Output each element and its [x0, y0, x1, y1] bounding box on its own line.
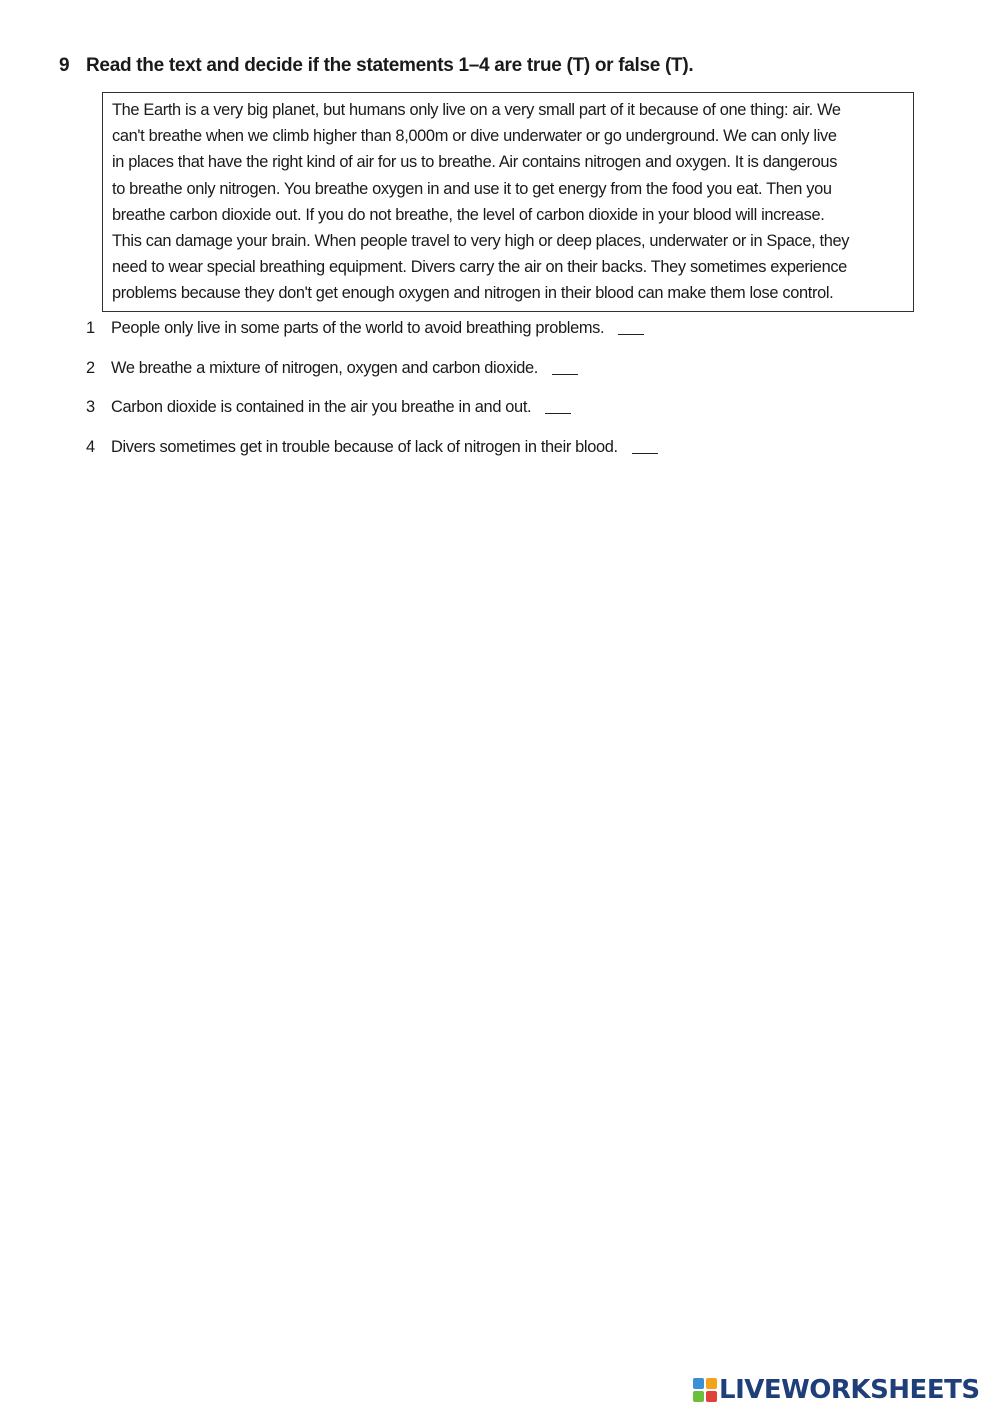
- passage-line: can't breathe when we climb higher than 8,000m or dive underwater or go underground. We can only live: [112, 127, 837, 146]
- statement-text: People only live in some parts of the world to avoid breathing problems.: [111, 319, 605, 337]
- passage-line: The Earth is a very big planet, but humans only live on a very small part of it because of one thing: air. We: [112, 101, 841, 119]
- logo-square: [706, 1378, 717, 1389]
- statement-number: 2: [86, 358, 95, 377]
- exercise-heading: [59, 55, 693, 77]
- statement-number: 3: [86, 398, 95, 416]
- statement-text: We breathe a mixture of nitrogen, oxygen and carbon dioxide.: [111, 358, 538, 377]
- answer-blank-1[interactable]: [618, 333, 644, 335]
- reading-passage-box: [102, 92, 914, 312]
- logo-mark-icon: [693, 1378, 717, 1402]
- passage-line: This can damage your brain. When people travel to very high or deep places, underwater or in Space, they: [112, 232, 850, 251]
- statement-list: [86, 319, 886, 477]
- statement-2: [86, 359, 886, 399]
- answer-blank-4[interactable]: [632, 452, 658, 454]
- statement-number: 4: [86, 437, 95, 456]
- exercise-number: 9: [59, 55, 70, 76]
- passage-line: in places that have the right kind of air for us to breathe. Air contains nitrogen and oxygen. It is dangerous: [112, 153, 838, 172]
- logo-square: [706, 1391, 717, 1402]
- logo-square: [693, 1391, 704, 1402]
- liveworksheets-logo: [693, 1376, 980, 1404]
- exercise-instruction: Read the text and decide if the statements 1–4 are true (T) or false (T).: [86, 55, 694, 76]
- logo-square: [693, 1378, 704, 1389]
- answer-blank-3[interactable]: [545, 412, 571, 414]
- logo-text: LIVEWORKSHEETS: [719, 1375, 980, 1405]
- passage-line: breathe carbon dioxide out. If you do not breathe, the level of carbon dioxide in your blood will increase.: [112, 205, 825, 224]
- statement-4: [86, 438, 886, 478]
- passage-line: need to wear special breathing equipment. Divers carry the air on their backs. They sometimes experience: [112, 258, 847, 277]
- statement-text: Carbon dioxide is contained in the air you breathe in and out.: [111, 398, 532, 416]
- statement-number: 1: [86, 319, 95, 337]
- statement-text: Divers sometimes get in trouble because of lack of nitrogen in their blood.: [111, 437, 618, 456]
- statement-3: [86, 398, 886, 438]
- passage-line: to breathe only nitrogen. You breathe oxygen in and use it to get energy from the food you eat. Then you: [112, 179, 832, 198]
- statement-1: [86, 319, 886, 359]
- passage-line: problems because they don't get enough oxygen and nitrogen in their blood can make them lose control.: [112, 284, 834, 303]
- answer-blank-2[interactable]: [552, 373, 578, 375]
